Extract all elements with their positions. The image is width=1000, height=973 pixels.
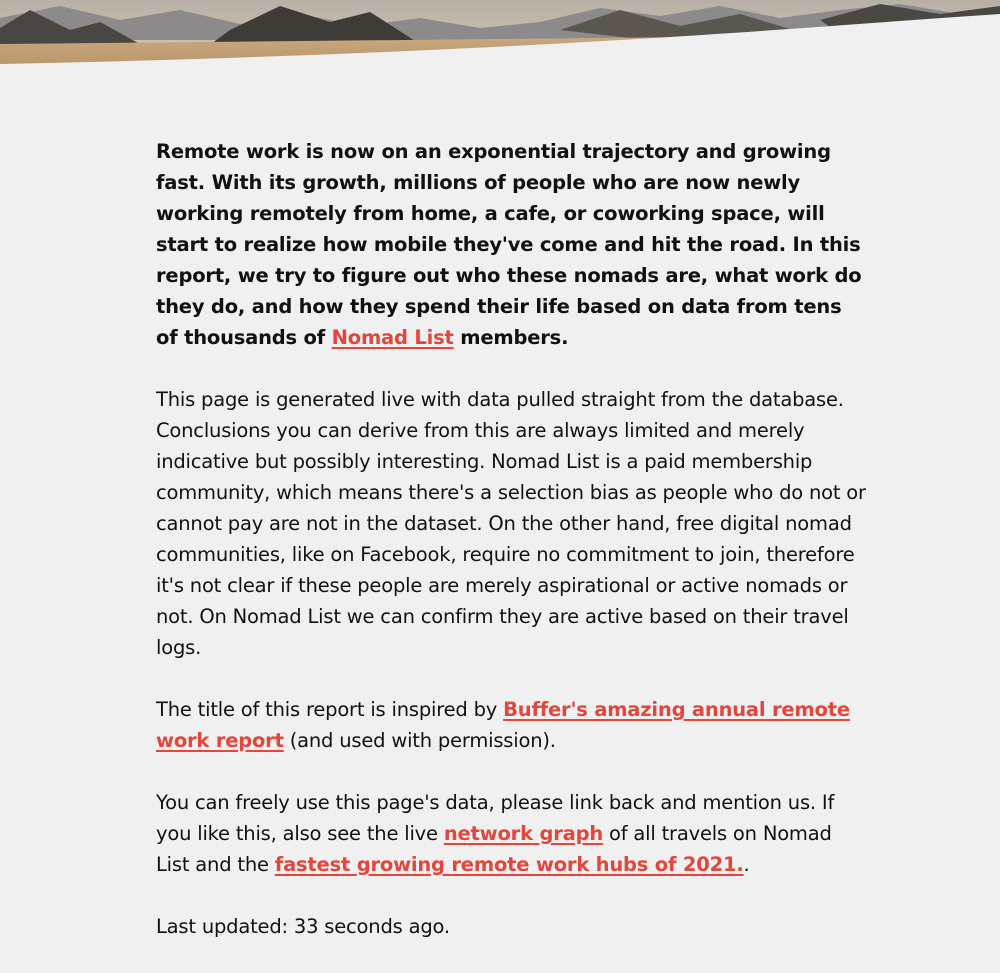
nomad-list-link[interactable]: Nomad List: [331, 326, 454, 349]
disclaimer-paragraph: This page is generated live with data pulled straight from the database. Conclusions you can derive from this are always limited and merely indicative but possibly interesting. Nomad List is a paid membership community, which means there's a selection bias as people who do not or cannot pay are not in the dataset. On the other hand, free digital nomad communities, like on Facebook, require no commitment to join, therefore it's not clear if these people are merely aspirational or active nomads or not. On Nomad List we can confirm they are active based on their travel logs.: [156, 388, 866, 659]
usage-text: You can freely use this page's data, please link back and mention us. If you like this, also see the live: [156, 791, 835, 845]
report-intro: [156, 136, 868, 973]
inspiration-text: The title of this report is inspired by: [156, 698, 504, 721]
hero-image: [0, 0, 1000, 70]
buffer-report-link[interactable]: Buffer's amazing annual remote work report: [156, 698, 850, 752]
inspiration-text-end: (and used with permission).: [283, 729, 556, 752]
usage-paragraph: [156, 787, 868, 880]
hero-landscape-illustration: [0, 0, 1000, 70]
usage-text-end: .: [743, 853, 750, 876]
intro-text-end: members.: [453, 326, 569, 349]
inspiration-paragraph: [156, 694, 868, 756]
fastest-growing-hubs-link[interactable]: fastest growing remote work hubs of 2021.: [274, 853, 744, 876]
last-updated: Last updated: 33 seconds ago.: [156, 915, 450, 938]
usage-text-middle: of all travels on Nomad List and the: [156, 822, 832, 876]
network-graph-link[interactable]: network graph: [443, 822, 604, 845]
intro-paragraph: [156, 136, 868, 353]
intro-text: Remote work is now on an exponential trajectory and growing fast. With its growth, millions of people who are now newly working remotely from home, a cafe, or coworking space, will start to realize how mobile they've come and hit the road. In this report, we try to figure out who these nomads are, what work do they do, and how they spend their life based on data from tens of thousands of: [156, 140, 862, 349]
